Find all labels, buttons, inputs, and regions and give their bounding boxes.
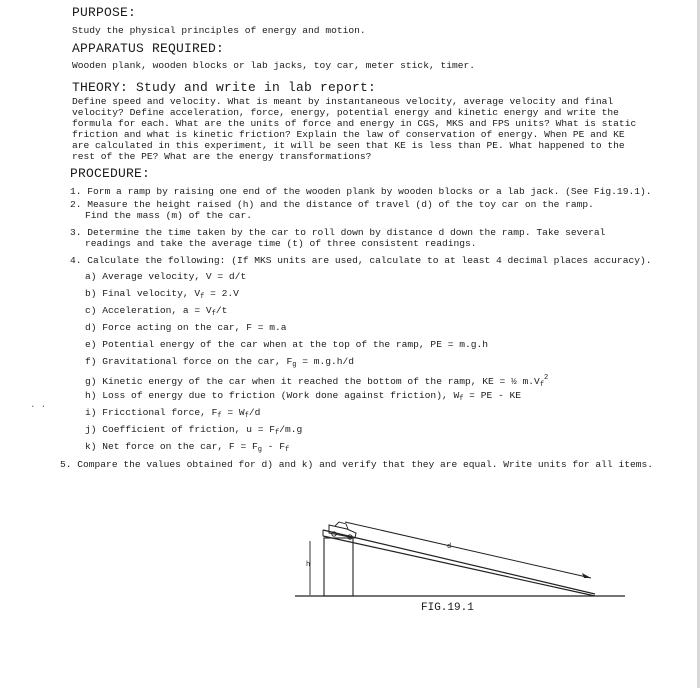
- procedure-step-3-cont: readings and take the average time (t) of three consistent readings.: [85, 238, 477, 249]
- theory-line: are calculated in this experiment, it will be seen that KE is less than PE. What happened to the: [72, 140, 625, 151]
- apparatus-text: Wooden plank, wooden blocks or lab jacks, toy car, meter stick, timer.: [72, 60, 476, 71]
- figure-caption: FIG.19.1: [421, 602, 474, 614]
- ramp-plank-top: [323, 530, 595, 594]
- calc-item-a: a) Average velocity, V = d/t: [85, 271, 247, 282]
- procedure-step-2-cont: Find the mass (m) of the car.: [85, 210, 252, 221]
- label-d: d: [447, 543, 452, 551]
- calc-item-f: f) Gravitational force on the car, $F_g = m.g.h/d$: [85, 356, 355, 369]
- calc-item-k: k) Net force on the car, $F = F_g - F_f$: [85, 441, 290, 454]
- procedure-step-5: 5. Compare the values obtained for d) and k) and verify that they are equal. Write units for all items.: [60, 459, 653, 470]
- calc-item-e: e) Potential energy of the car when at the top of the ramp, PE = m.g.h: [85, 339, 489, 350]
- theory-heading: THEORY: Study and write in lab report:: [72, 80, 377, 95]
- theory-line: velocity? Define acceleration, force, energy, potential energy and kinetic energy and write the: [72, 107, 619, 118]
- procedure-step-4: 4. Calculate the following: (If MKS units are used, calculate to at least 4 decimal places accuracy).: [70, 255, 652, 266]
- theory-line: Define speed and velocity. What is meant by instantaneous velocity, average velocity and final: [72, 96, 614, 107]
- procedure-step-3: 3. Determine the time taken by the car to roll down by distance d down the ramp. Take several: [70, 227, 606, 238]
- calc-item-c: c) Acceleration, $a = V_f/t$: [85, 305, 228, 318]
- calc-item-i: i) Fricctional force, $F_f = W_f/d$: [85, 407, 261, 420]
- label-h: h: [306, 561, 311, 569]
- distance-arrow-line: [345, 522, 591, 578]
- support-block: [324, 538, 353, 596]
- purpose-heading: PURPOSE:: [72, 5, 137, 20]
- theory-line: rest of the PE? What are the energy transformations?: [72, 151, 372, 162]
- ramp-plank-bottom: [323, 536, 595, 596]
- procedure-heading: PROCEDURE:: [70, 166, 151, 181]
- apparatus-heading: APPARATUS REQUIRED:: [72, 41, 225, 56]
- procedure-step-1: 1. Form a ramp by raising one end of the wooden plank by wooden blocks or a lab jack. (See Fig.19.1).: [70, 186, 652, 197]
- toy-car-icon: [329, 522, 356, 539]
- scan-speckle: · ·: [30, 402, 47, 412]
- purpose-text: Study the physical principles of energy and motion.: [72, 25, 366, 36]
- procedure-step-2: 2. Measure the height raised (h) and the distance of travel (d) of the toy car on the ramp.: [70, 199, 594, 210]
- calc-item-h: h) Loss of energy due to friction (Work done against friction), $W_f$ = PE - KE: [85, 390, 521, 403]
- theory-text: [72, 96, 636, 162]
- theory-line: friction and what is kinetic friction? Explain the law of conservation of energy. When PE and KE: [72, 129, 625, 140]
- calc-item-g: g) Kinetic energy of the car when it reached the bottom of the ramp, KE = ½ $m.V_f^2$: [85, 374, 549, 389]
- calc-item-d: d) Force acting on the car, F = m.a: [85, 322, 287, 333]
- calc-item-b: b) Final velocity, $V_f = 2.V$: [85, 288, 239, 301]
- calc-item-j: j) Coefficient of friction, $u = F_f/m.g$: [85, 424, 303, 437]
- theory-line: formula for each. What are the units of force and energy in CGS, MKS and FPS units? What is static: [72, 118, 637, 129]
